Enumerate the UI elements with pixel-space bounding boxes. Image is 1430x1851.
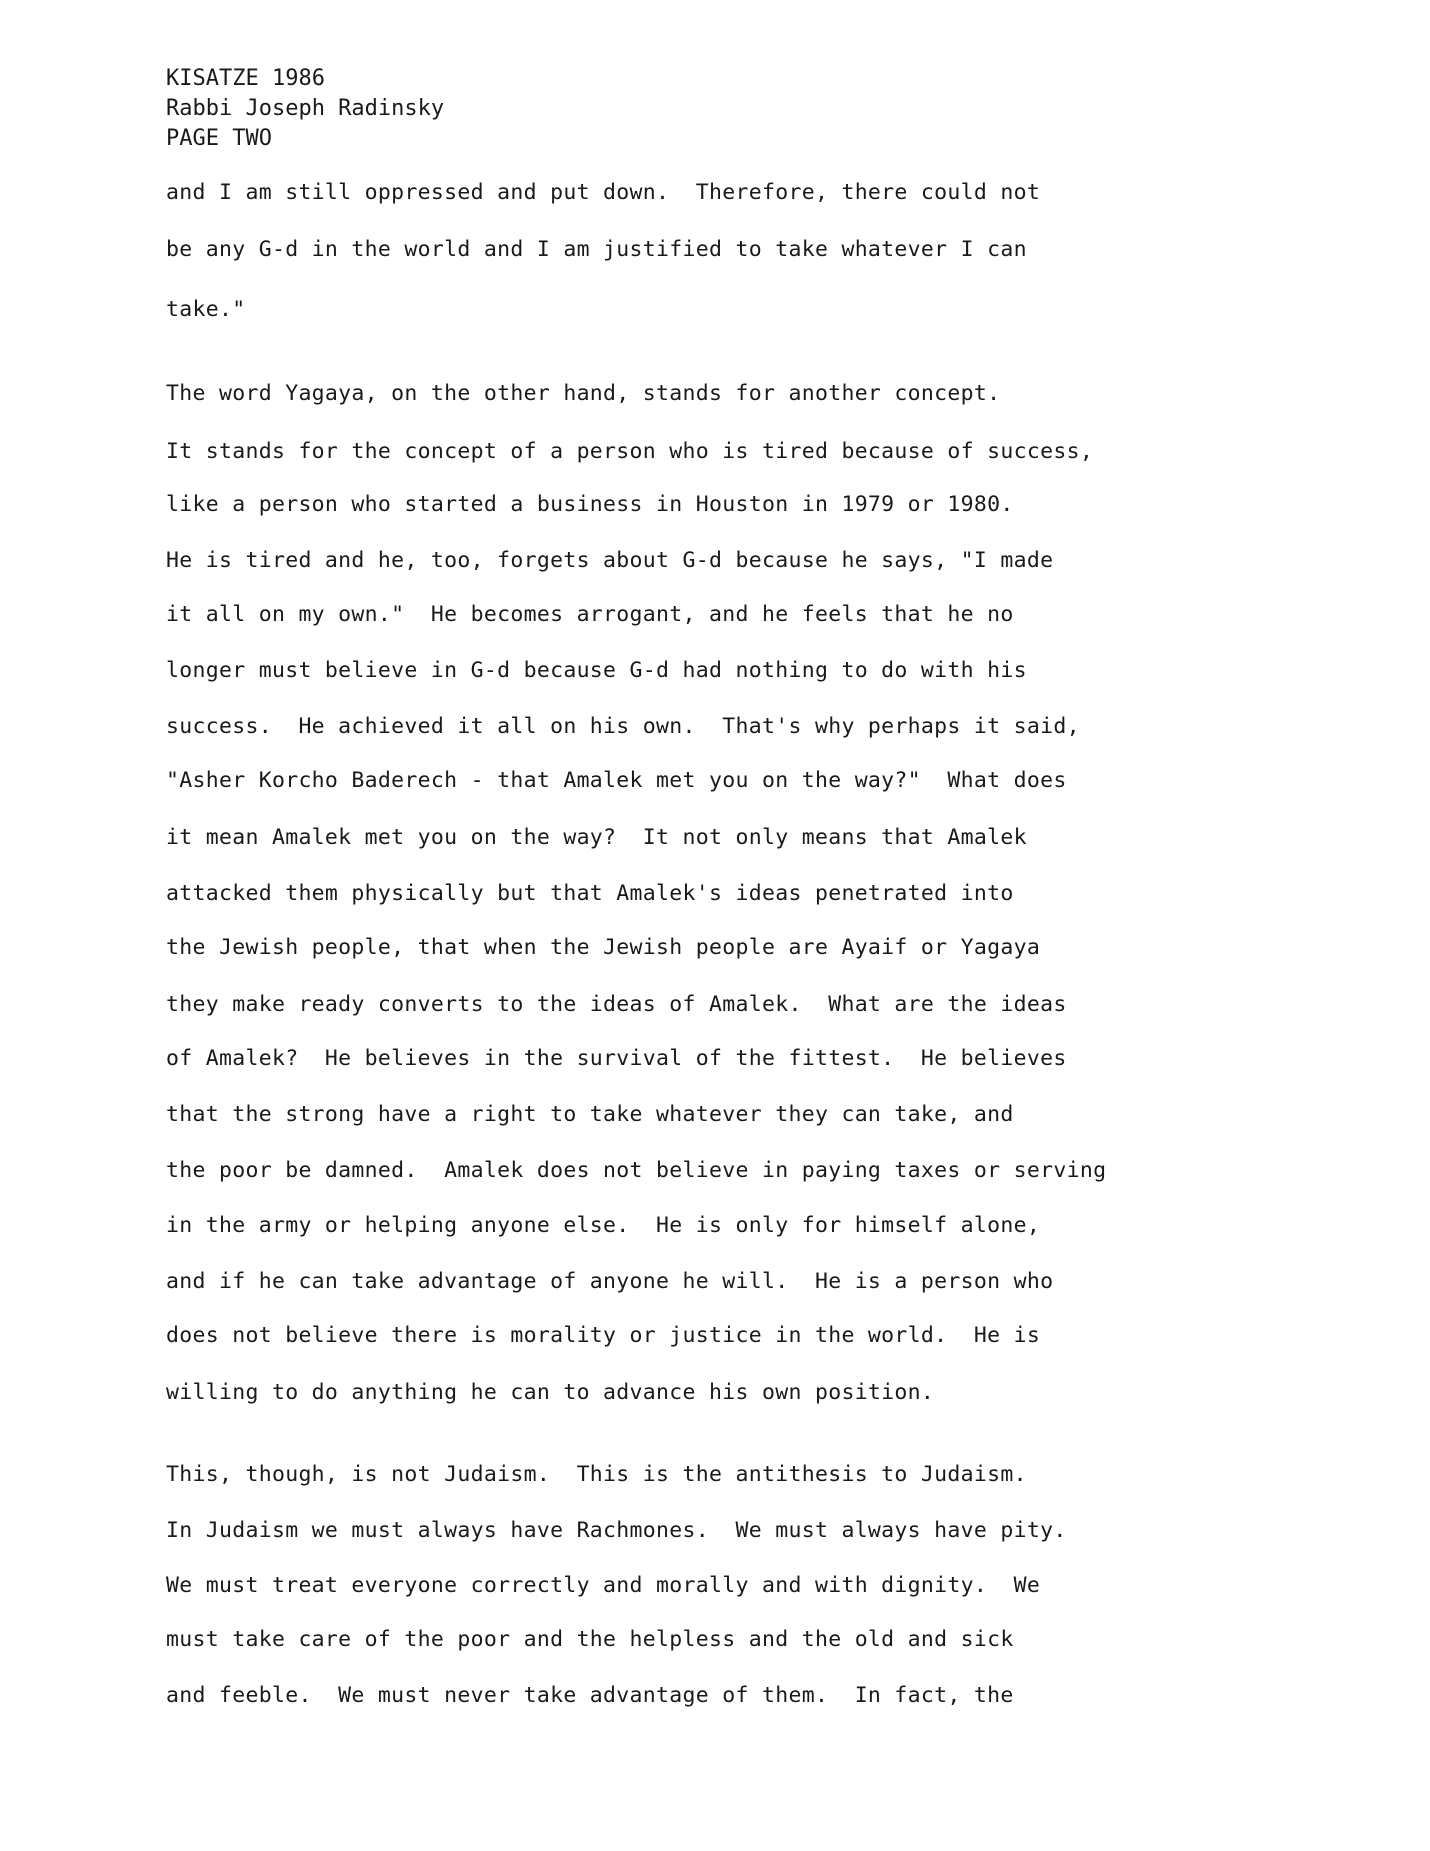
text-line: and if he can take advantage of anyone he will. He is a person who xyxy=(166,1269,1054,1294)
text-line: like a person who started a business in Houston in 1979 or 1980. xyxy=(166,492,1014,517)
text-line: In Judaism we must always have Rachmones. We must always have pity. xyxy=(166,1518,1067,1543)
document-title: KISATZE 1986 xyxy=(166,66,325,91)
text-line: success. He achieved it all on his own. That's why perhaps it said, xyxy=(166,714,1080,739)
text-line: take." xyxy=(166,297,246,322)
text-line: the Jewish people, that when the Jewish people are Ayaif or Yagaya xyxy=(166,935,1041,960)
text-line: that the strong have a right to take whatever they can take, and xyxy=(166,1102,1014,1127)
text-line: willing to do anything he can to advance his own position. xyxy=(166,1380,935,1405)
text-line: the poor be damned. Amalek does not believe in paying taxes or serving xyxy=(166,1158,1107,1183)
text-line: attacked them physically but that Amalek's ideas penetrated into xyxy=(166,881,1014,906)
text-line: and I am still oppressed and put down. Therefore, there could not xyxy=(166,180,1041,205)
text-line: He is tired and he, too, forgets about G-d because he says, "I made xyxy=(166,548,1054,573)
text-line: in the army or helping anyone else. He is only for himself alone, xyxy=(166,1213,1041,1238)
page-header xyxy=(166,64,444,154)
text-line: This, though, is not Judaism. This is the antithesis to Judaism. xyxy=(166,1462,1027,1487)
text-line: We must treat everyone correctly and morally and with dignity. We xyxy=(166,1573,1041,1598)
document-author: Rabbi Joseph Radinsky xyxy=(166,96,445,121)
text-line: and feeble. We must never take advantage of them. In fact, the xyxy=(166,1683,1014,1708)
text-line: must take care of the poor and the helpless and the old and sick xyxy=(166,1627,1014,1652)
text-line: they make ready converts to the ideas of Amalek. What are the ideas xyxy=(166,992,1067,1017)
page-label: PAGE TWO xyxy=(166,126,272,151)
text-line: it all on my own." He becomes arrogant, and he feels that he no xyxy=(166,602,1014,627)
text-line: be any G-d in the world and I am justified to take whatever I can xyxy=(166,237,1027,262)
text-line: The word Yagaya, on the other hand, stands for another concept. xyxy=(166,381,1001,406)
text-line: longer must believe in G-d because G-d had nothing to do with his xyxy=(166,658,1027,683)
text-line: "Asher Korcho Baderech - that Amalek met you on the way?" What does xyxy=(166,768,1067,793)
text-line: it mean Amalek met you on the way? It not only means that Amalek xyxy=(166,825,1027,850)
text-line: It stands for the concept of a person who is tired because of success, xyxy=(166,439,1094,464)
text-line: of Amalek? He believes in the survival of the fittest. He believes xyxy=(166,1046,1067,1071)
text-line: does not believe there is morality or justice in the world. He is xyxy=(166,1323,1041,1348)
